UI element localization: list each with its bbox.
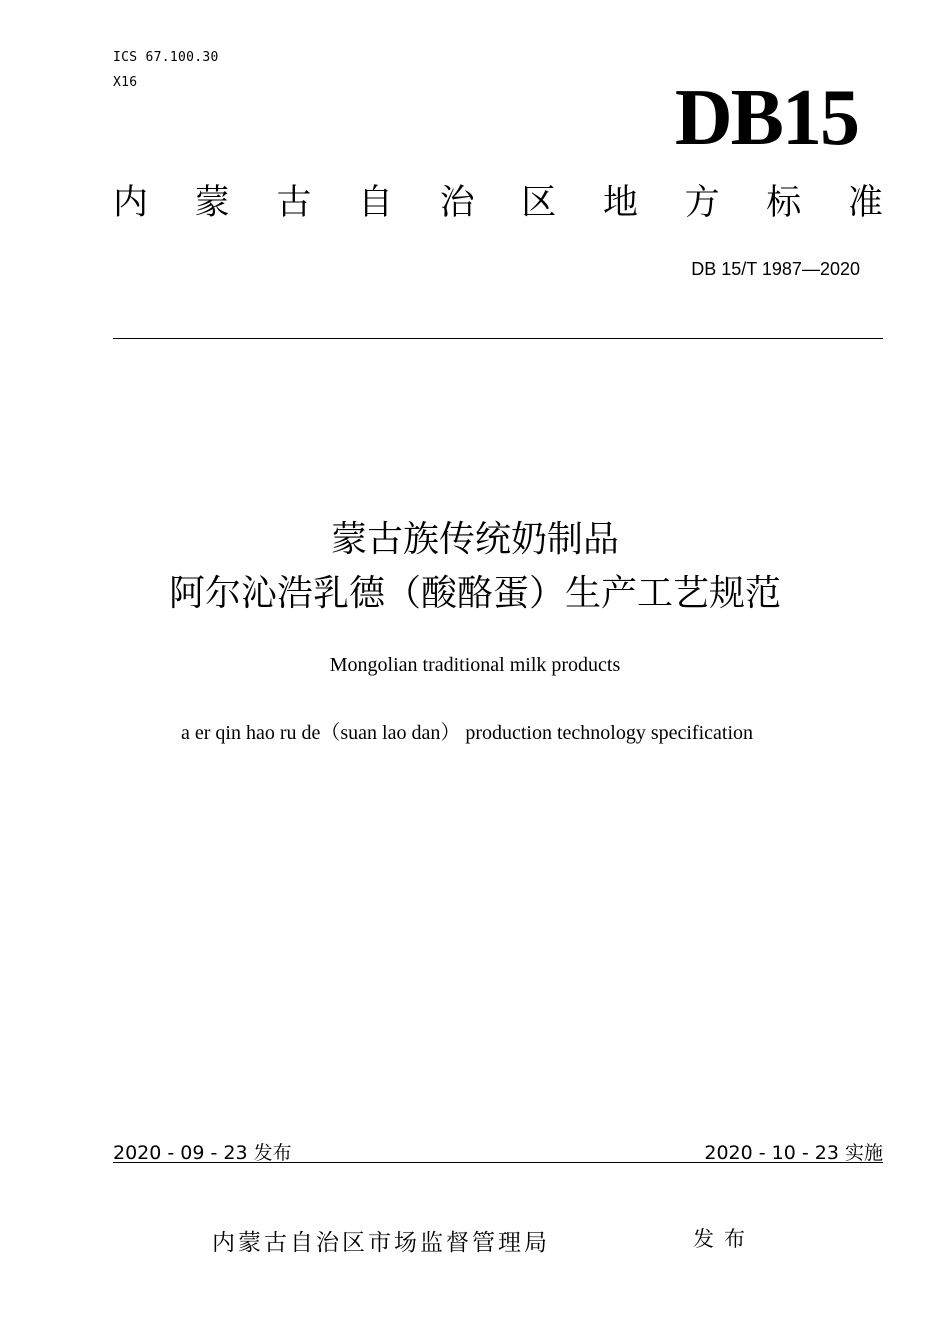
standard-type-char: 区 xyxy=(521,183,557,223)
standard-type-char: 古 xyxy=(276,183,312,223)
issue-date: 2020 - 09 - 23 发布 xyxy=(113,1142,292,1164)
implementation-date: 2020 - 10 - 23 实施 xyxy=(704,1142,883,1164)
standard-code: DB 15/T 1987—2020 xyxy=(691,259,860,279)
header-divider xyxy=(113,338,883,339)
footer-divider xyxy=(113,1162,883,1163)
standard-type-char: 方 xyxy=(684,183,720,223)
publish-label: 发布 xyxy=(693,1227,755,1251)
document-title-line-1: 蒙古族传统奶制品 xyxy=(330,519,619,560)
standard-type-char: 标 xyxy=(766,183,802,223)
db-logo: DB15 xyxy=(674,74,858,162)
standard-type-char: 准 xyxy=(847,183,883,223)
ics-code: ICS 67.100.30 xyxy=(113,50,219,65)
standard-type-char: 蒙 xyxy=(194,183,230,223)
english-title-line-2: a er qin hao ru de（suan lao dan） production technology specification xyxy=(180,722,754,744)
document-title-line-2: 阿尔沁浩乳德（酸酪蛋）生产工艺规范 xyxy=(168,573,781,614)
standard-type-char: 治 xyxy=(439,183,475,223)
english-title-line-1: Mongolian traditional milk products xyxy=(329,654,621,676)
standard-type-char: 自 xyxy=(357,183,393,223)
issuing-authority: 内蒙古自治区市场监督管理局 xyxy=(212,1230,550,1256)
classification-code: X16 xyxy=(113,75,138,90)
standard-type-char: 地 xyxy=(602,183,638,223)
standard-type-char: 内 xyxy=(113,183,149,223)
standard-type-heading xyxy=(113,183,883,223)
